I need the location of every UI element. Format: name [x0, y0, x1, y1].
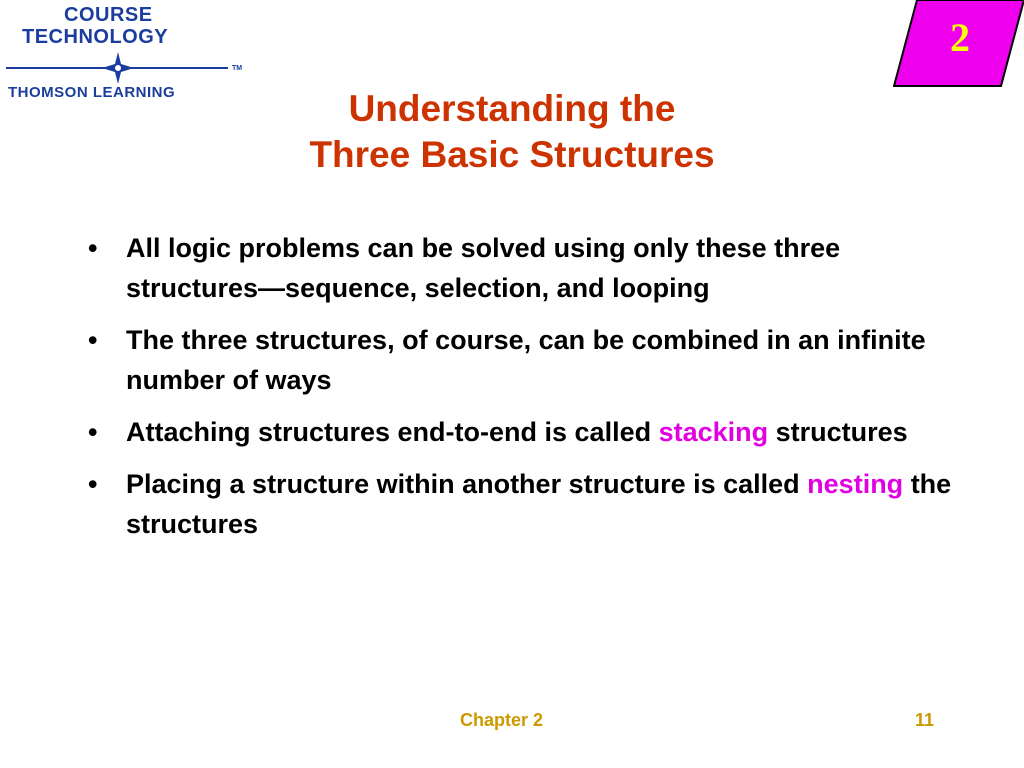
highlight-term-nesting: nesting — [807, 469, 904, 499]
bullet-text-before: Placing a structure within another structure is called — [126, 469, 808, 499]
logo-trademark: TM — [232, 65, 243, 72]
bullet-marker: • — [88, 469, 98, 499]
slide-title-line-2: Three Basic Structures — [309, 134, 715, 176]
logo-line-thomson-learning: THOMSON LEARNING — [8, 84, 176, 101]
bullet-text-after: structures — [768, 417, 908, 447]
bullet-item — [84, 228, 964, 308]
logo-line-technology: TECHNOLOGY — [22, 26, 169, 48]
bullet-marker: • — [88, 417, 98, 447]
bullet-text-after: the structures — [126, 469, 952, 539]
bullet-text: All logic problems can be solved using only these three structures—sequence, selection, and looping — [126, 233, 841, 303]
bullet-item — [84, 320, 964, 400]
bullet-text: The three structures, of course, can be combined in an infinite number of ways — [126, 325, 926, 395]
bullet-item — [84, 412, 964, 452]
slide-title-line-1: Understanding the — [348, 88, 676, 129]
chapter-badge-number: 2 — [950, 15, 970, 60]
highlight-term-stacking: stacking — [658, 417, 769, 447]
bullet-marker: • — [88, 325, 98, 355]
slide-title — [200, 86, 824, 179]
logo-line-course: COURSE — [64, 4, 153, 26]
bullet-text-before: Attaching structures end-to-end is called — [126, 417, 659, 447]
bullet-marker: • — [88, 233, 98, 263]
footer-page-number: 11 — [915, 710, 935, 730]
footer-chapter-label: Chapter 2 — [460, 710, 544, 730]
bullet-item — [84, 464, 964, 544]
bullet-list — [84, 228, 964, 556]
logo-star-line-graphic — [0, 50, 243, 86]
